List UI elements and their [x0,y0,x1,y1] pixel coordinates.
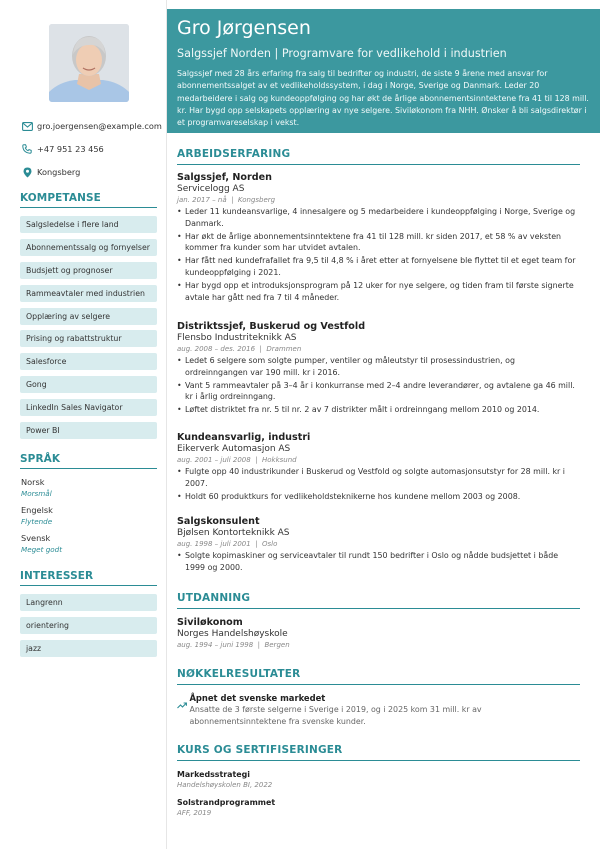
job-entry [177,432,580,502]
person-title: Salgssjef Norden | Programvare for vedlikehold i industrien [177,47,507,60]
education-heading: UTDANNING [177,592,251,604]
skill-pill: Prising og rabattstruktur [20,330,157,347]
skill-pill: Gong [20,376,157,393]
person-name: Gro Jørgensen [177,17,311,39]
job-meta: aug. 1998 – juli 2001 | Oslo [177,540,278,548]
job-company: Flensbo Industriteknikk AS [177,333,297,343]
interests-heading: INTERESSER [20,570,94,582]
courses-heading: KURS OG SERTIFISERINGER [177,744,343,756]
result-title: Åpnet det svenske markedet [189,693,326,703]
skill-pill: Power BI [20,422,157,439]
interest-pill: orientering [20,617,157,634]
trend-up-icon [177,693,189,727]
language-name: Norsk [21,477,45,487]
education-degree: Siviløkonom [177,617,243,628]
job-bullet: • Leder 11 kundeansvarlige, 4 innesalgere og 5 medarbeidere i kundeoppfølging i Norge, Sverige og Danmark. [177,206,580,230]
language-level: Flytende [21,517,53,526]
language-item [21,505,53,526]
job-period: jan. 2017 – nå [177,196,227,204]
job-title: Distriktssjef, Buskerud og Vestfold [177,321,366,332]
job-meta: aug. 2001 – juli 2008 | Hokksund [177,456,297,464]
job-bullet: • Ledet 6 selgere som solgte pumper, ventiler og måleutstyr til prosessindustrien, og ordreinngangen var 190 mill. kr i 2016. [177,355,580,379]
skill-pill: Salgsledelse i flere land [20,216,157,233]
skill-pill: Salesforce [20,353,157,370]
contact-location [21,166,80,178]
language-level: Morsmål [21,489,52,498]
education-place: Bergen [264,641,290,649]
job-bullet: • Har fått ned kundefrafallet fra 9,5 til 4,8 % i året etter at fornyelsene ble flyttet til et eget team for kundeoppfølging i 2021. [177,255,580,279]
job-period: aug. 2001 – juli 2008 [177,456,251,464]
job-bullet: • Fulgte opp 40 industrikunder i Buskerud og Vestfold og solgte automasjonsutstyr for 28 mill. kr i 2007. [177,466,580,490]
skill-pill: Abonnementssalg og fornyelser [20,239,157,256]
education-entry [177,617,580,649]
profile-summary: Salgssjef med 28 års erfaring fra salg til bedrifter og industri, de siste 9 årene med ansvar for abonnementssalget av et vedlikeholdssystem, i dag i Norge, Sverige og Danmark. Leder 20 medarbeidere i salg og kundeoppfølging og har økt de årlige abonnementsinntektene fra 41 til 128 mill. kr. Har bygd opp selskapets opplæring av nye selgere. Siviløkonom fra NHH. Ønsker å bli salgsdirektør i et programvareselskap i vekst. [177,69,589,128]
interests-divider [20,585,157,586]
contact-email[interactable] [21,120,162,132]
job-bullet: • Holdt 60 produktkurs for vedlikeholdsteknikerne hos kundene mellom 2003 og 2008. [177,491,580,503]
profile-header [167,9,600,133]
job-bullets [177,355,580,416]
interest-pill: jazz [20,640,157,657]
job-period: aug. 2008 – des. 2016 [177,345,256,353]
job-bullet: • Løftet distriktet fra nr. 5 til nr. 2 av 7 distrikter målt i ordreinngang mellom 2010 og 2014. [177,404,580,416]
education-meta: aug. 1994 – juni 1998 | Bergen [177,641,290,649]
language-item [21,533,62,554]
course-meta: AFF, 2019 [177,809,212,817]
job-period: aug. 1998 – juli 2001 [177,540,251,548]
skill-pill: LinkedIn Sales Navigator [20,399,157,416]
skill-pill: Rammeavtaler med industrien [20,285,157,302]
portrait-image [49,24,129,102]
language-name: Svensk [21,533,51,543]
course-meta: Handelshøyskolen BI, 2022 [177,781,273,789]
skill-pill: Budsjett og prognoser [20,262,157,279]
experience-divider [177,164,580,165]
skills-heading: KOMPETANSE [20,192,101,204]
courses-divider [177,760,580,761]
skill-pill: Opplæring av selgere [20,308,157,325]
job-company: Bjølsen Kontorteknikk AS [177,528,290,538]
results-divider [177,684,580,685]
job-entry [177,321,580,416]
profile-photo [49,24,129,102]
location-text: Kongsberg [37,167,81,177]
email-text[interactable]: gro.joergensen@example.com [37,121,162,131]
experience-heading: ARBEIDSERFARING [177,148,291,160]
result-entry [177,693,580,727]
location-pin-icon [21,166,33,178]
skills-divider [20,207,157,208]
result-description: Ansatte de 3 første selgerne i Sverige i 2019, og i 2025 kom 31 mill. kr av abonnementsinntektene fra svenske kunder. [189,705,482,726]
job-title: Salgskonsulent [177,516,260,527]
job-meta: jan. 2017 – nå | Kongsberg [177,196,276,204]
course-name: Solstrandprogrammet [177,798,276,807]
job-place: Oslo [261,540,278,548]
job-place: Drammen [266,345,302,353]
job-place: Hokksund [261,456,297,464]
education-period: aug. 1994 – juni 1998 [177,641,254,649]
interest-pill: Langrenn [20,594,157,611]
sidebar [0,0,167,849]
job-company: Servicelogg AS [177,184,245,194]
education-divider [177,608,580,609]
mail-icon [21,120,33,132]
language-name: Engelsk [21,505,53,515]
job-bullet: • Har bygd opp et introduksjonsprogram på 12 uker for nye selgere, og tiden fram til første signerte avtale har gått ned fra 7 til 4 måneder. [177,280,580,304]
job-bullet: • Har økt de årlige abonnementsinntektene fra 41 til 128 mill. kr siden 2017, et 58 % av veksten kommer fra kunder som har utvidet avtalen. [177,231,580,255]
job-bullet: • Solgte kopimaskiner og serviceavtaler til rundt 150 bedrifter i Oslo og nådde budsjettet i både 1999 og 2000. [177,550,580,574]
contact-phone[interactable] [21,143,104,155]
job-entry [177,172,580,303]
results-heading: NØKKELRESULTATER [177,668,301,680]
phone-text[interactable]: +47 951 23 456 [37,144,104,154]
job-company: Eikerverk Automasjon AS [177,444,291,454]
job-meta: aug. 2008 – des. 2016 | Drammen [177,345,302,353]
languages-divider [20,468,157,469]
course-entry [177,798,580,817]
job-entry [177,516,580,574]
language-level: Meget godt [21,545,63,554]
job-bullets [177,550,580,574]
phone-icon [21,143,33,155]
language-item [21,477,52,498]
languages-heading: SPRÅK [20,453,61,465]
job-title: Kundeansvarlig, industri [177,432,311,443]
job-bullet: • Vant 5 rammeavtaler på 3–4 år i konkurranse med 2–4 andre leverandører, og avtalene ga 46 mill. kr i årlig ordreinngang. [177,380,580,404]
job-title: Salgssjef, Norden [177,172,272,183]
education-school: Norges Handelshøyskole [177,629,288,639]
job-place: Kongsberg [237,196,276,204]
result-row [177,693,580,727]
job-bullets [177,206,580,303]
course-entry [177,770,580,789]
course-name: Markedsstrategi [177,770,250,779]
job-bullets [177,466,580,502]
